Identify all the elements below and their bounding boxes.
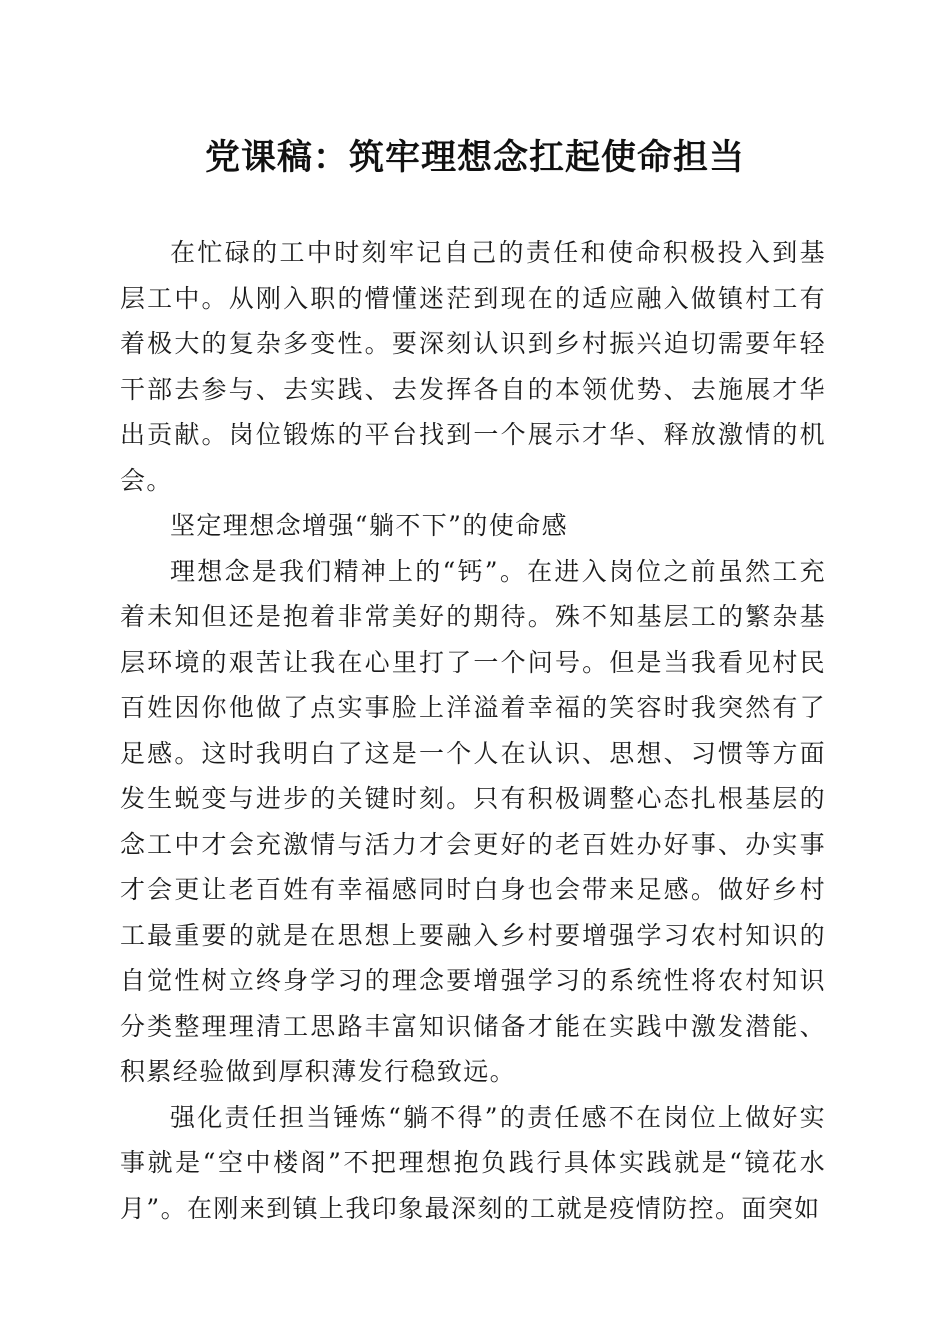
paragraph-responsibility: 强化责任担当锤炼“躺不得”的责任感不在岗位上做好实事就是“空中楼阁”不把理想抱负践行具体实践就是“镜花水月”。在刚来到镇上我印象最深刻的工就是疫情防控。面突如: [120, 1102, 826, 1223]
section-heading-ideal: 坚定理想念增强“躺不下”的使命感: [170, 511, 568, 540]
paragraph-ideal: 理想念是我们精神上的“钙”。在进入岗位之前虽然工充着未知但还是抱着非常美好的期待。殊不知基层工的繁杂基层环境的艰苦让我在心里打了一个问号。但是当我看见村民百姓因你他做了点实事脸上洋溢着幸福的笑容时我突然有了足感。这时我明白了这是一个人在认识、思想、习惯等方面发生蜕变与进步的关键时刻。只有积极调整心态扎根基层的念工中才会充激情与活力才会更好的老百姓办好事、办实事才会更让老百姓有幸福感同时白身也会带来足感。做好乡村工最重要的就是在思想上要融入乡村要增强学习农村知识的自觉性树立终身学习的理念要增强学习的系统性将农村知识分类整理理清工思路丰富知识储备才能在实践中激发潜能、积累经验做到厚积薄发行稳致远。: [120, 556, 826, 1086]
document-title: 党课稿：筑牢理想念扛起使命担当: [204, 137, 745, 178]
paragraph-intro: 在忙碌的工中时刻牢记自己的责任和使命积极投入到基层工中。从刚入职的懵懂迷茫到现在的适应融入做镇村工有着极大的复杂多变性。要深刻认识到乡村振兴迫切需要年轻干部去参与、去实践、去发挥各自的本领优势、去施展才华出贡献。岗位锻炼的平台找到一个展示才华、释放激情的机会。: [120, 238, 826, 495]
document-body: [120, 230, 826, 1231]
